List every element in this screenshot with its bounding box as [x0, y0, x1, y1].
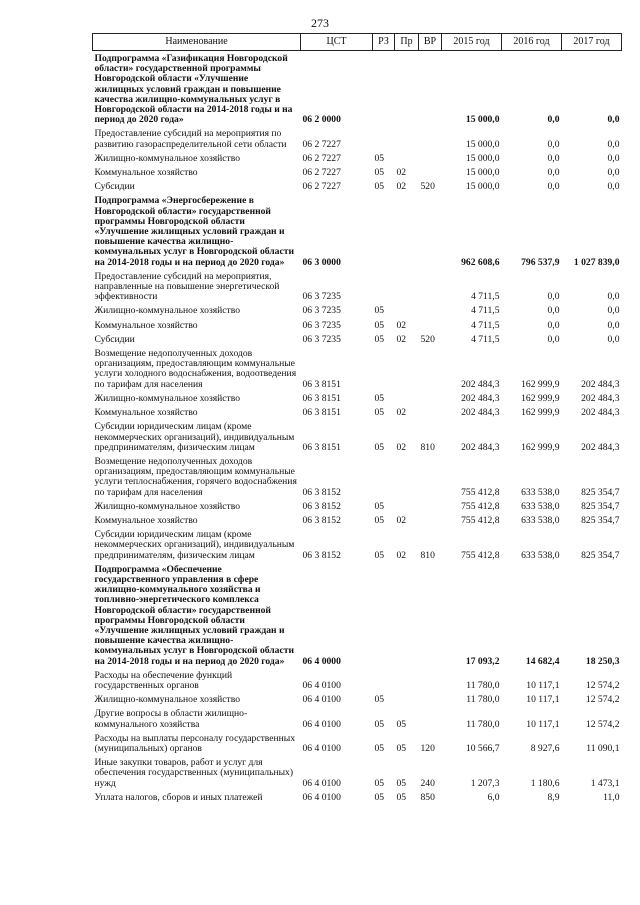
cell-name: Жилищно-коммунальное хозяйство: [94, 694, 241, 706]
cell-2017: 11 090,1: [586, 742, 620, 754]
table-row: [93, 513, 622, 527]
cell-vr: [419, 454, 442, 499]
column-header-pr: Пр: [395, 34, 419, 51]
page-number: 273: [311, 16, 329, 30]
cell-rz: [373, 193, 395, 268]
cell-vr: [419, 151, 442, 165]
cell-vr: 850: [420, 791, 435, 803]
cell-2016: 162 999,9: [521, 378, 560, 390]
cell-rz: [373, 51, 395, 127]
table-row: [93, 755, 622, 790]
column-header-name: Наименование: [93, 34, 301, 51]
cell-2016: 10 117,1: [526, 679, 560, 691]
cell-name: Уплата налогов, сборов и иных платежей: [94, 791, 263, 803]
cell-rz: 05: [374, 694, 385, 706]
table-row: [93, 193, 622, 268]
column-header-cst: ЦСТ: [301, 34, 373, 51]
cell-2015: 4 711,5: [471, 333, 500, 345]
cell-cst: 06 2 7227: [302, 181, 341, 193]
cell-cst: 06 4 0100: [302, 777, 341, 789]
cell-rz: 05: [374, 181, 385, 193]
cell-cst: 06 4 0100: [302, 694, 341, 706]
cell-vr: [419, 318, 442, 332]
column-header-rz: РЗ: [373, 34, 395, 51]
cell-pr: 02: [396, 549, 407, 561]
cell-rz: 05: [374, 319, 385, 331]
cell-name: Предоставление субсидий на мероприятия по развитию газораспределительной сети области: [94, 128, 287, 150]
cell-name: Субсидии юридическим лицам (кроме некоммерческих организаций), индивидуальным предпринимателям, физическим лицам: [94, 529, 295, 561]
cell-rz: 05: [374, 500, 385, 512]
cell-2016: 796 537,9: [521, 256, 560, 268]
cell-pr: [395, 126, 419, 150]
cell-2017: 825 354,7: [581, 514, 620, 526]
cell-2016: 0,0: [547, 138, 560, 150]
cell-2016: 162 999,9: [521, 392, 560, 404]
cell-2015: 15 000,0: [465, 152, 500, 164]
cell-rz: [373, 126, 395, 150]
cell-vr: [419, 405, 442, 419]
cell-name: Другие вопросы в области жилищно-коммунального хозяйства: [94, 708, 248, 730]
cell-2016: 8,9: [547, 791, 560, 803]
cell-vr: [419, 706, 442, 730]
cell-2015: 202 484,3: [461, 441, 500, 453]
cell-2017: 0,0: [607, 114, 620, 126]
cell-2016: 633 538,0: [521, 486, 560, 498]
table-row: [93, 318, 622, 332]
column-header-vr: ВР: [419, 34, 442, 51]
cell-2017: 1 473,1: [590, 777, 620, 789]
cell-rz: 05: [374, 333, 385, 345]
cell-vr: [419, 165, 442, 179]
cell-rz: 05: [374, 742, 385, 754]
table-row: [93, 562, 622, 668]
cell-cst: 06 3 8151: [302, 392, 341, 404]
cell-2017: 1 027 839,0: [573, 256, 620, 268]
cell-vr: [419, 346, 442, 391]
cell-2015: 15 000,0: [465, 138, 500, 150]
cell-name: Субсидии: [94, 181, 135, 193]
table-row: [93, 454, 622, 499]
table-body: [93, 51, 622, 805]
cell-2015: 11 780,0: [466, 679, 500, 691]
cell-vr: 810: [420, 549, 435, 561]
cell-2015: 4 711,5: [471, 319, 500, 331]
cell-pr: 02: [396, 181, 407, 193]
cell-name: Подпрограмма «Энергосбережение в Новгородской области» государственной программы Новгородской области «Улучшение жилищных условий граждан и повышение качества жилищно-коммунальных услуг в Новгородской области на 2014-2018 годы и на период до 2020 года»: [94, 195, 294, 268]
table-row: [93, 790, 622, 804]
table-row: [93, 151, 622, 165]
cell-rz: 05: [374, 305, 385, 317]
cell-vr: 520: [420, 333, 435, 345]
cell-2016: 633 538,0: [521, 549, 560, 561]
cell-rz: [373, 269, 395, 304]
cell-name: Коммунальное хозяйство: [94, 319, 198, 331]
cell-name: Коммунальное хозяйство: [94, 167, 198, 179]
cell-pr: [395, 692, 419, 706]
cell-cst: 06 2 0000: [302, 114, 341, 126]
cell-2015: 202 484,3: [461, 392, 500, 404]
column-header-2015: 2015 год: [442, 34, 502, 51]
table-row: [93, 126, 622, 150]
cell-2017: 0,0: [607, 291, 620, 303]
cell-pr: 05: [396, 742, 407, 754]
cell-2017: 825 354,7: [581, 500, 620, 512]
cell-2015: 755 412,8: [461, 486, 500, 498]
cell-name: Жилищно-коммунальное хозяйство: [94, 152, 241, 164]
cell-vr: [419, 51, 442, 127]
cell-vr: [419, 513, 442, 527]
cell-cst: 06 3 7235: [302, 333, 341, 345]
cell-name: Подпрограмма «Газификация Новгородской области» государственной программы Новгородской области «Улучшение жилищных условий граждан и повышение качества жилищно-коммунальных услуг в Новгородской области на 2014-2018 годы и на период до 2020 года»: [94, 53, 293, 126]
cell-2017: 202 484,3: [581, 441, 620, 453]
cell-2017: 202 484,3: [581, 392, 620, 404]
cell-cst: 06 2 7227: [302, 138, 341, 150]
cell-2017: 12 574,2: [585, 694, 620, 706]
table-row: [93, 692, 622, 706]
cell-2016: 633 538,0: [521, 500, 560, 512]
cell-pr: 05: [396, 718, 407, 730]
cell-2016: 0,0: [547, 319, 560, 331]
cell-2015: 755 412,8: [461, 514, 500, 526]
table-row: [93, 419, 622, 454]
cell-2017: 18 250,3: [585, 655, 620, 667]
cell-vr: [419, 391, 442, 405]
cell-2016: 8 927,6: [530, 742, 560, 754]
cell-2016: 0,0: [547, 152, 560, 164]
cell-2017: 0,0: [607, 319, 620, 331]
cell-cst: 06 3 7235: [302, 319, 341, 331]
cell-name: Расходы на выплаты персоналу государственных (муниципальных) органов: [94, 732, 296, 754]
cell-pr: [395, 151, 419, 165]
cell-cst: 06 4 0100: [302, 791, 341, 803]
cell-vr: 120: [420, 742, 435, 754]
cell-rz: 05: [374, 791, 385, 803]
cell-2017: 0,0: [607, 181, 620, 193]
cell-2017: 825 354,7: [581, 549, 620, 561]
cell-2017: 825 354,7: [581, 486, 620, 498]
cell-cst: 06 3 8151: [302, 378, 341, 390]
table-row: [93, 706, 622, 730]
cell-name: Субсидии: [94, 333, 135, 345]
cell-2017: 11,0: [603, 791, 620, 803]
cell-2015: 15 000,0: [465, 181, 500, 193]
cell-cst: 06 4 0000: [302, 655, 341, 667]
cell-name: Предоставление субсидий на мероприятия, направленные на повышение энергетической эффективности: [94, 270, 280, 303]
cell-name: Возмещение недополученных доходов организациям, предоставляющим коммунальные услуги холодного водоснабжения, водоотведения по тарифам для населения: [94, 348, 297, 390]
cell-2015: 202 484,3: [461, 407, 500, 419]
column-header-2017: 2017 год: [562, 34, 622, 51]
cell-2015: 4 711,5: [471, 305, 500, 317]
table-header-row: [93, 34, 622, 51]
cell-pr: 02: [396, 333, 407, 345]
cell-cst: 06 4 0100: [302, 742, 341, 754]
cell-2015: 962 608,6: [461, 256, 500, 268]
cell-rz: [373, 454, 395, 499]
table-row: [93, 731, 622, 755]
table-row: [93, 391, 622, 405]
cell-pr: 05: [396, 791, 407, 803]
cell-name: Жилищно-коммунальное хозяйство: [94, 392, 241, 404]
cell-2015: 755 412,8: [461, 549, 500, 561]
cell-vr: 810: [420, 441, 435, 453]
cell-2016: 162 999,9: [521, 441, 560, 453]
cell-2015: 1 207,3: [470, 777, 500, 789]
table-row: [93, 269, 622, 304]
table-row: [93, 332, 622, 346]
cell-cst: 06 2 7227: [302, 167, 341, 179]
cell-vr: [419, 303, 442, 317]
cell-pr: 02: [396, 319, 407, 331]
cell-pr: [395, 193, 419, 268]
table-row: [93, 499, 622, 513]
table-row: [93, 346, 622, 391]
cell-vr: [419, 269, 442, 304]
cell-2016: 0,0: [547, 114, 560, 126]
cell-2017: 0,0: [607, 305, 620, 317]
cell-cst: 06 3 8152: [302, 500, 341, 512]
cell-2017: 12 574,2: [585, 718, 620, 730]
column-header-2016: 2016 год: [502, 34, 562, 51]
cell-rz: 05: [374, 407, 385, 419]
cell-name: Возмещение недополученных доходов организациям, предоставляющим коммунальные услуги теплоснабжения, горячего водоснабжения по тарифам для населения: [94, 455, 297, 498]
cell-2016: 14 682,4: [525, 655, 560, 667]
table-row: [93, 303, 622, 317]
cell-pr: [395, 668, 419, 692]
cell-rz: [373, 668, 395, 692]
cell-2017: 0,0: [607, 138, 620, 150]
cell-name: Иные закупки товаров, работ и услуг для обеспечения государственных (муниципальных) нужд: [94, 757, 294, 789]
cell-name: Коммунальное хозяйство: [94, 407, 198, 419]
cell-vr: [419, 562, 442, 668]
cell-name: Субсидии юридическим лицам (кроме некоммерческих организаций), индивидуальным предпринимателям, физическим лицам: [94, 421, 295, 453]
cell-pr: [395, 51, 419, 127]
cell-2015: 17 093,2: [465, 655, 500, 667]
cell-cst: 06 3 8151: [302, 407, 341, 419]
cell-vr: [419, 692, 442, 706]
cell-2015: 11 780,0: [466, 718, 500, 730]
cell-2017: 202 484,3: [581, 407, 620, 419]
cell-cst: 06 4 0100: [302, 679, 341, 691]
cell-rz: 05: [374, 514, 385, 526]
cell-rz: [373, 346, 395, 391]
cell-2017: 0,0: [607, 333, 620, 345]
cell-2015: 15 000,0: [465, 114, 500, 126]
cell-rz: 05: [374, 718, 385, 730]
cell-rz: 05: [374, 777, 385, 789]
cell-vr: [419, 193, 442, 268]
cell-pr: [395, 499, 419, 513]
cell-name: Жилищно-коммунальное хозяйство: [94, 305, 241, 317]
cell-name: Коммунальное хозяйство: [94, 514, 198, 526]
table-row: [93, 527, 622, 562]
cell-2015: 10 566,7: [465, 742, 500, 754]
budget-table: [92, 33, 622, 804]
cell-2017: 0,0: [607, 152, 620, 164]
cell-2016: 0,0: [547, 333, 560, 345]
cell-rz: [373, 562, 395, 668]
cell-cst: 06 3 8152: [302, 514, 341, 526]
cell-pr: [395, 346, 419, 391]
cell-pr: 02: [396, 167, 407, 179]
cell-cst: 06 3 7235: [302, 305, 341, 317]
cell-2016: 1 180,6: [530, 777, 560, 789]
table-row: [93, 51, 622, 127]
cell-vr: [419, 126, 442, 150]
cell-2015: 202 484,3: [461, 378, 500, 390]
table-row: [93, 179, 622, 193]
cell-2016: 0,0: [547, 305, 560, 317]
cell-2017: 0,0: [607, 167, 620, 179]
table-row: [93, 165, 622, 179]
cell-2015: 6,0: [487, 791, 500, 803]
cell-2016: 0,0: [547, 167, 560, 179]
cell-cst: 06 3 8152: [302, 549, 341, 561]
cell-name: Подпрограмма «Обеспечение государственного управления в сфере жилищно-коммунального хозяйства и топливно-энергетического комплекса Новгородской области» государственной программы Новгородской области «Улучшение жилищных условий граждан и повышение качества жилищно-коммунальных услуг в Новгородской области на 2014-2018 годы и на период до 2020 года»: [94, 563, 294, 667]
cell-name: Расходы на обеспечение функций государственных органов: [94, 669, 233, 691]
cell-rz: 05: [374, 441, 385, 453]
cell-pr: 05: [396, 777, 407, 789]
cell-pr: 02: [396, 441, 407, 453]
cell-name: Жилищно-коммунальное хозяйство: [94, 500, 241, 512]
cell-vr: 520: [420, 181, 435, 193]
cell-2017: 12 574,2: [585, 679, 620, 691]
cell-pr: [395, 303, 419, 317]
cell-vr: [419, 668, 442, 692]
cell-2016: 10 117,1: [526, 718, 560, 730]
cell-2015: 15 000,0: [465, 167, 500, 179]
cell-2017: 202 484,3: [581, 378, 620, 390]
cell-rz: 05: [374, 549, 385, 561]
cell-2015: 4 711,5: [471, 291, 500, 303]
cell-cst: 06 2 7227: [302, 152, 341, 164]
table-row: [93, 405, 622, 419]
cell-vr: 240: [420, 777, 435, 789]
cell-vr: [419, 499, 442, 513]
cell-pr: [395, 391, 419, 405]
cell-pr: 02: [396, 514, 407, 526]
cell-pr: 02: [396, 407, 407, 419]
cell-cst: 06 4 0100: [302, 718, 341, 730]
cell-2016: 0,0: [547, 181, 560, 193]
cell-rz: 05: [374, 392, 385, 404]
table-row: [93, 668, 622, 692]
cell-rz: 05: [374, 167, 385, 179]
cell-cst: 06 3 7235: [302, 291, 341, 303]
cell-pr: [395, 562, 419, 668]
cell-2016: 162 999,9: [521, 407, 560, 419]
cell-2015: 11 780,0: [466, 694, 500, 706]
cell-2016: 0,0: [547, 291, 560, 303]
cell-2015: 755 412,8: [461, 500, 500, 512]
cell-rz: 05: [374, 152, 385, 164]
cell-2016: 633 538,0: [521, 514, 560, 526]
cell-cst: 06 3 0000: [302, 256, 341, 268]
cell-cst: 06 3 8151: [302, 441, 341, 453]
cell-cst: 06 3 8152: [302, 486, 341, 498]
cell-pr: [395, 454, 419, 499]
cell-pr: [395, 269, 419, 304]
cell-2016: 10 117,1: [526, 694, 560, 706]
